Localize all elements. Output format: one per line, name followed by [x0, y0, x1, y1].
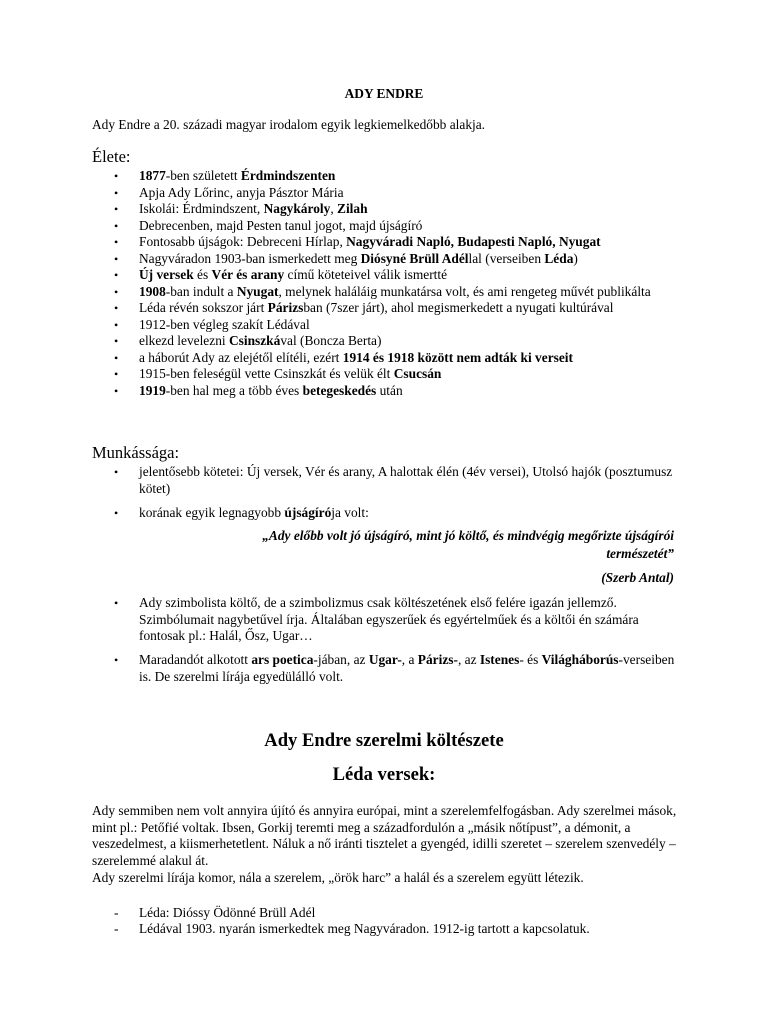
- life-list-item: [0, 366, 675, 383]
- text-run: ban (7szer járt), ahol megismerkedett a nyugati kultúrával: [303, 300, 614, 315]
- text-run: Nagyváradon 1903-ban ismerkedett meg: [139, 250, 361, 266]
- text-run: Iskolái: Érdmindszent,: [139, 201, 264, 216]
- work-heading: Munkássága:: [92, 443, 180, 462]
- intro-sentence: Ady Endre a 20. századi magyar irodalom egyik legkiemelkedőbb alakja.: [92, 117, 486, 132]
- work-item-text: [139, 464, 679, 497]
- life-list: [0, 168, 675, 399]
- bullet-icon: •: [114, 301, 119, 315]
- bullet-icon: •: [114, 251, 119, 266]
- bullet-icon: •: [114, 506, 119, 520]
- bullet-icon: •: [114, 218, 119, 233]
- text-run: , melynek haláláig munkatársa volt, és ami rengeteg művét publikálta: [278, 283, 651, 299]
- text-run: 1912-ben végleg szakít Lédával: [139, 316, 310, 332]
- text-run: Debrecenben, majd Pesten tanul jogot, majd újságíró: [139, 217, 423, 233]
- life-list-item: [0, 218, 675, 235]
- life-list-item: [0, 201, 675, 218]
- bold-text: újságíró: [284, 505, 332, 520]
- text-run: , az: [457, 652, 480, 667]
- bold-text: Zilah: [337, 201, 368, 216]
- bullet-icon: •: [114, 202, 119, 216]
- bold-text: 1908: [139, 283, 166, 299]
- bullet-icon: •: [114, 653, 119, 667]
- text-run: és: [193, 267, 212, 282]
- bold-text: Csinszká: [228, 333, 281, 348]
- text-run: Maradandót alkotott: [139, 652, 252, 667]
- bullet-icon: •: [114, 284, 119, 299]
- bullet-icon: •: [114, 367, 119, 381]
- text-run: jelentősebb kötetei: Új versek, Vér és arany, A halottak élén (4év versei), Utolsó hajók (posztumusz kötet): [139, 464, 673, 496]
- text-run: Apja Ady Lőrinc, anyja Pásztor Mária: [139, 184, 344, 200]
- life-list-item: [0, 168, 675, 185]
- text-run: -verseiben is. De szerelmi lírája egyedülálló volt.: [139, 652, 675, 684]
- bullet-icon: •: [114, 350, 119, 365]
- bold-text: Nagykároly: [263, 201, 331, 216]
- bullet-icon: •: [114, 596, 119, 610]
- text-run: után: [376, 382, 403, 398]
- work-item-text: [139, 595, 667, 645]
- life-list-item: [0, 317, 675, 334]
- life-list-item: [0, 350, 675, 367]
- section-title: Ady Endre szerelmi költészete: [264, 730, 504, 751]
- text-run: a háborút Ady az elejétől elítéli, ezért: [139, 349, 343, 365]
- life-list-item: [0, 300, 675, 317]
- text-run: ,: [330, 201, 338, 216]
- life-list-item: [0, 267, 675, 284]
- text-run: Ady szimbolista költő, de a szimbolizmus csak költészetének első felére igazán jellemző. Szimbólumait nagybetűvel írja. Általában egyszerűek és egyértelműek és a költői én számára fontosak pl.: Halál, Ősz, Ugar…: [139, 595, 639, 643]
- bold-text: 1919: [139, 382, 166, 398]
- quote-line-2: természetét”: [606, 546, 674, 561]
- bold-text: Párizs: [267, 300, 304, 315]
- bold-text: Érdmindszenten: [240, 168, 336, 183]
- bold-text: Ugar-: [368, 652, 402, 667]
- bold-text: Világháborús: [541, 652, 619, 667]
- bullet-icon: •: [114, 383, 119, 398]
- work-item-text: [139, 652, 679, 685]
- text-run: elkezd levelezni: [139, 333, 229, 348]
- bold-text: betegeskedés: [302, 382, 377, 398]
- text-run: Fontosabb újságok: Debreceni Hírlap,: [139, 234, 347, 249]
- text-run: korának egyik legnagyobb: [139, 505, 285, 520]
- bold-text: Nyugat: [236, 283, 279, 299]
- quote-line-1: „Ady előbb volt jó újságíró, mint jó költő, és mindvégig megőrizte újságírói: [262, 528, 674, 543]
- text-run: -jában, az: [313, 652, 369, 667]
- work-item-text: [139, 505, 679, 522]
- bullet-icon: •: [114, 268, 119, 282]
- love-paragraph-2: Ady szerelmi lírája komor, nála a szerelem, „örök harc” a halál és a szerelem együtt létezik.: [92, 870, 584, 885]
- bold-text: 1877: [139, 168, 166, 183]
- text-run: - és: [519, 652, 542, 667]
- bold-text: Istenes: [479, 652, 520, 667]
- life-list-item: [0, 251, 675, 268]
- bold-text: Nagyváradi Napló, Budapesti Napló, Nyugat: [346, 234, 601, 249]
- quote-author: (Szerb Antal): [601, 570, 674, 585]
- love-paragraph: Ady semmiben nem volt annyira újító és annyira európai, mint a szerelemfelfogásban. Ady szerelmei mások, mint pl.: Petőfié voltak. Ibsen, Gorkij teremti meg a századfordulón a „másik nőtípust”, a démonit, a veszedelmest, a kiismerhetetlent. Náluk a nő iránti tisztelet a gyengéd, idilli szeretet – szerelem szenvedély – szerelemmé alakul át.: [92, 803, 677, 868]
- dash-icon: -: [114, 905, 119, 920]
- text-run: -ban indult a: [165, 283, 237, 299]
- bullet-icon: •: [114, 465, 119, 479]
- text-run: ): [573, 250, 578, 266]
- life-list-item: [0, 185, 675, 202]
- life-list-item: [0, 284, 675, 301]
- leda-item-text: Léda: Dióssy Ödönné Brüll Adél: [139, 905, 316, 920]
- bold-text: ars poetica: [251, 652, 314, 667]
- bold-text: Párizs-: [417, 652, 458, 667]
- life-list-item: [0, 234, 675, 251]
- text-run: 1915-ben feleségül vette Csinszkát és velük élt: [139, 366, 394, 381]
- text-run: , a: [401, 652, 418, 667]
- bold-text: 1914 és 1918 között nem adták ki verseit: [342, 349, 573, 365]
- leda-item-text: Lédával 1903. nyarán ismerkedtek meg Nagyváradon. 1912-ig tartott a kapcsolatuk.: [139, 921, 590, 936]
- life-heading: Élete:: [92, 147, 131, 166]
- bold-text: Új versek: [139, 267, 194, 282]
- text-run: -ben született: [165, 168, 241, 183]
- bold-text: Diósyné Brüll Adél: [360, 250, 469, 266]
- bullet-icon: •: [114, 169, 119, 183]
- bullet-icon: •: [114, 185, 119, 200]
- text-run: ja volt:: [331, 505, 369, 520]
- bullet-icon: •: [114, 317, 119, 332]
- bold-text: Vér és arany: [211, 267, 285, 282]
- bullet-icon: •: [114, 235, 119, 249]
- section-subtitle: Léda versek:: [332, 764, 436, 785]
- text-run: Léda révén sokszor járt: [139, 300, 268, 315]
- document-title: ADY ENDRE: [344, 86, 424, 101]
- life-list-item: [0, 383, 675, 400]
- text-run: -ben hal meg a több éves: [165, 382, 303, 398]
- text-run: val (Boncza Berta): [280, 333, 382, 348]
- bold-text: Csucsán: [393, 366, 442, 381]
- text-run: lal (verseiben: [468, 250, 545, 266]
- life-list-item: [0, 333, 675, 350]
- bullet-icon: •: [114, 334, 119, 348]
- bold-text: Léda: [544, 250, 574, 266]
- text-run: című köteteivel válik ismertté: [284, 267, 448, 282]
- dash-icon: -: [114, 921, 119, 936]
